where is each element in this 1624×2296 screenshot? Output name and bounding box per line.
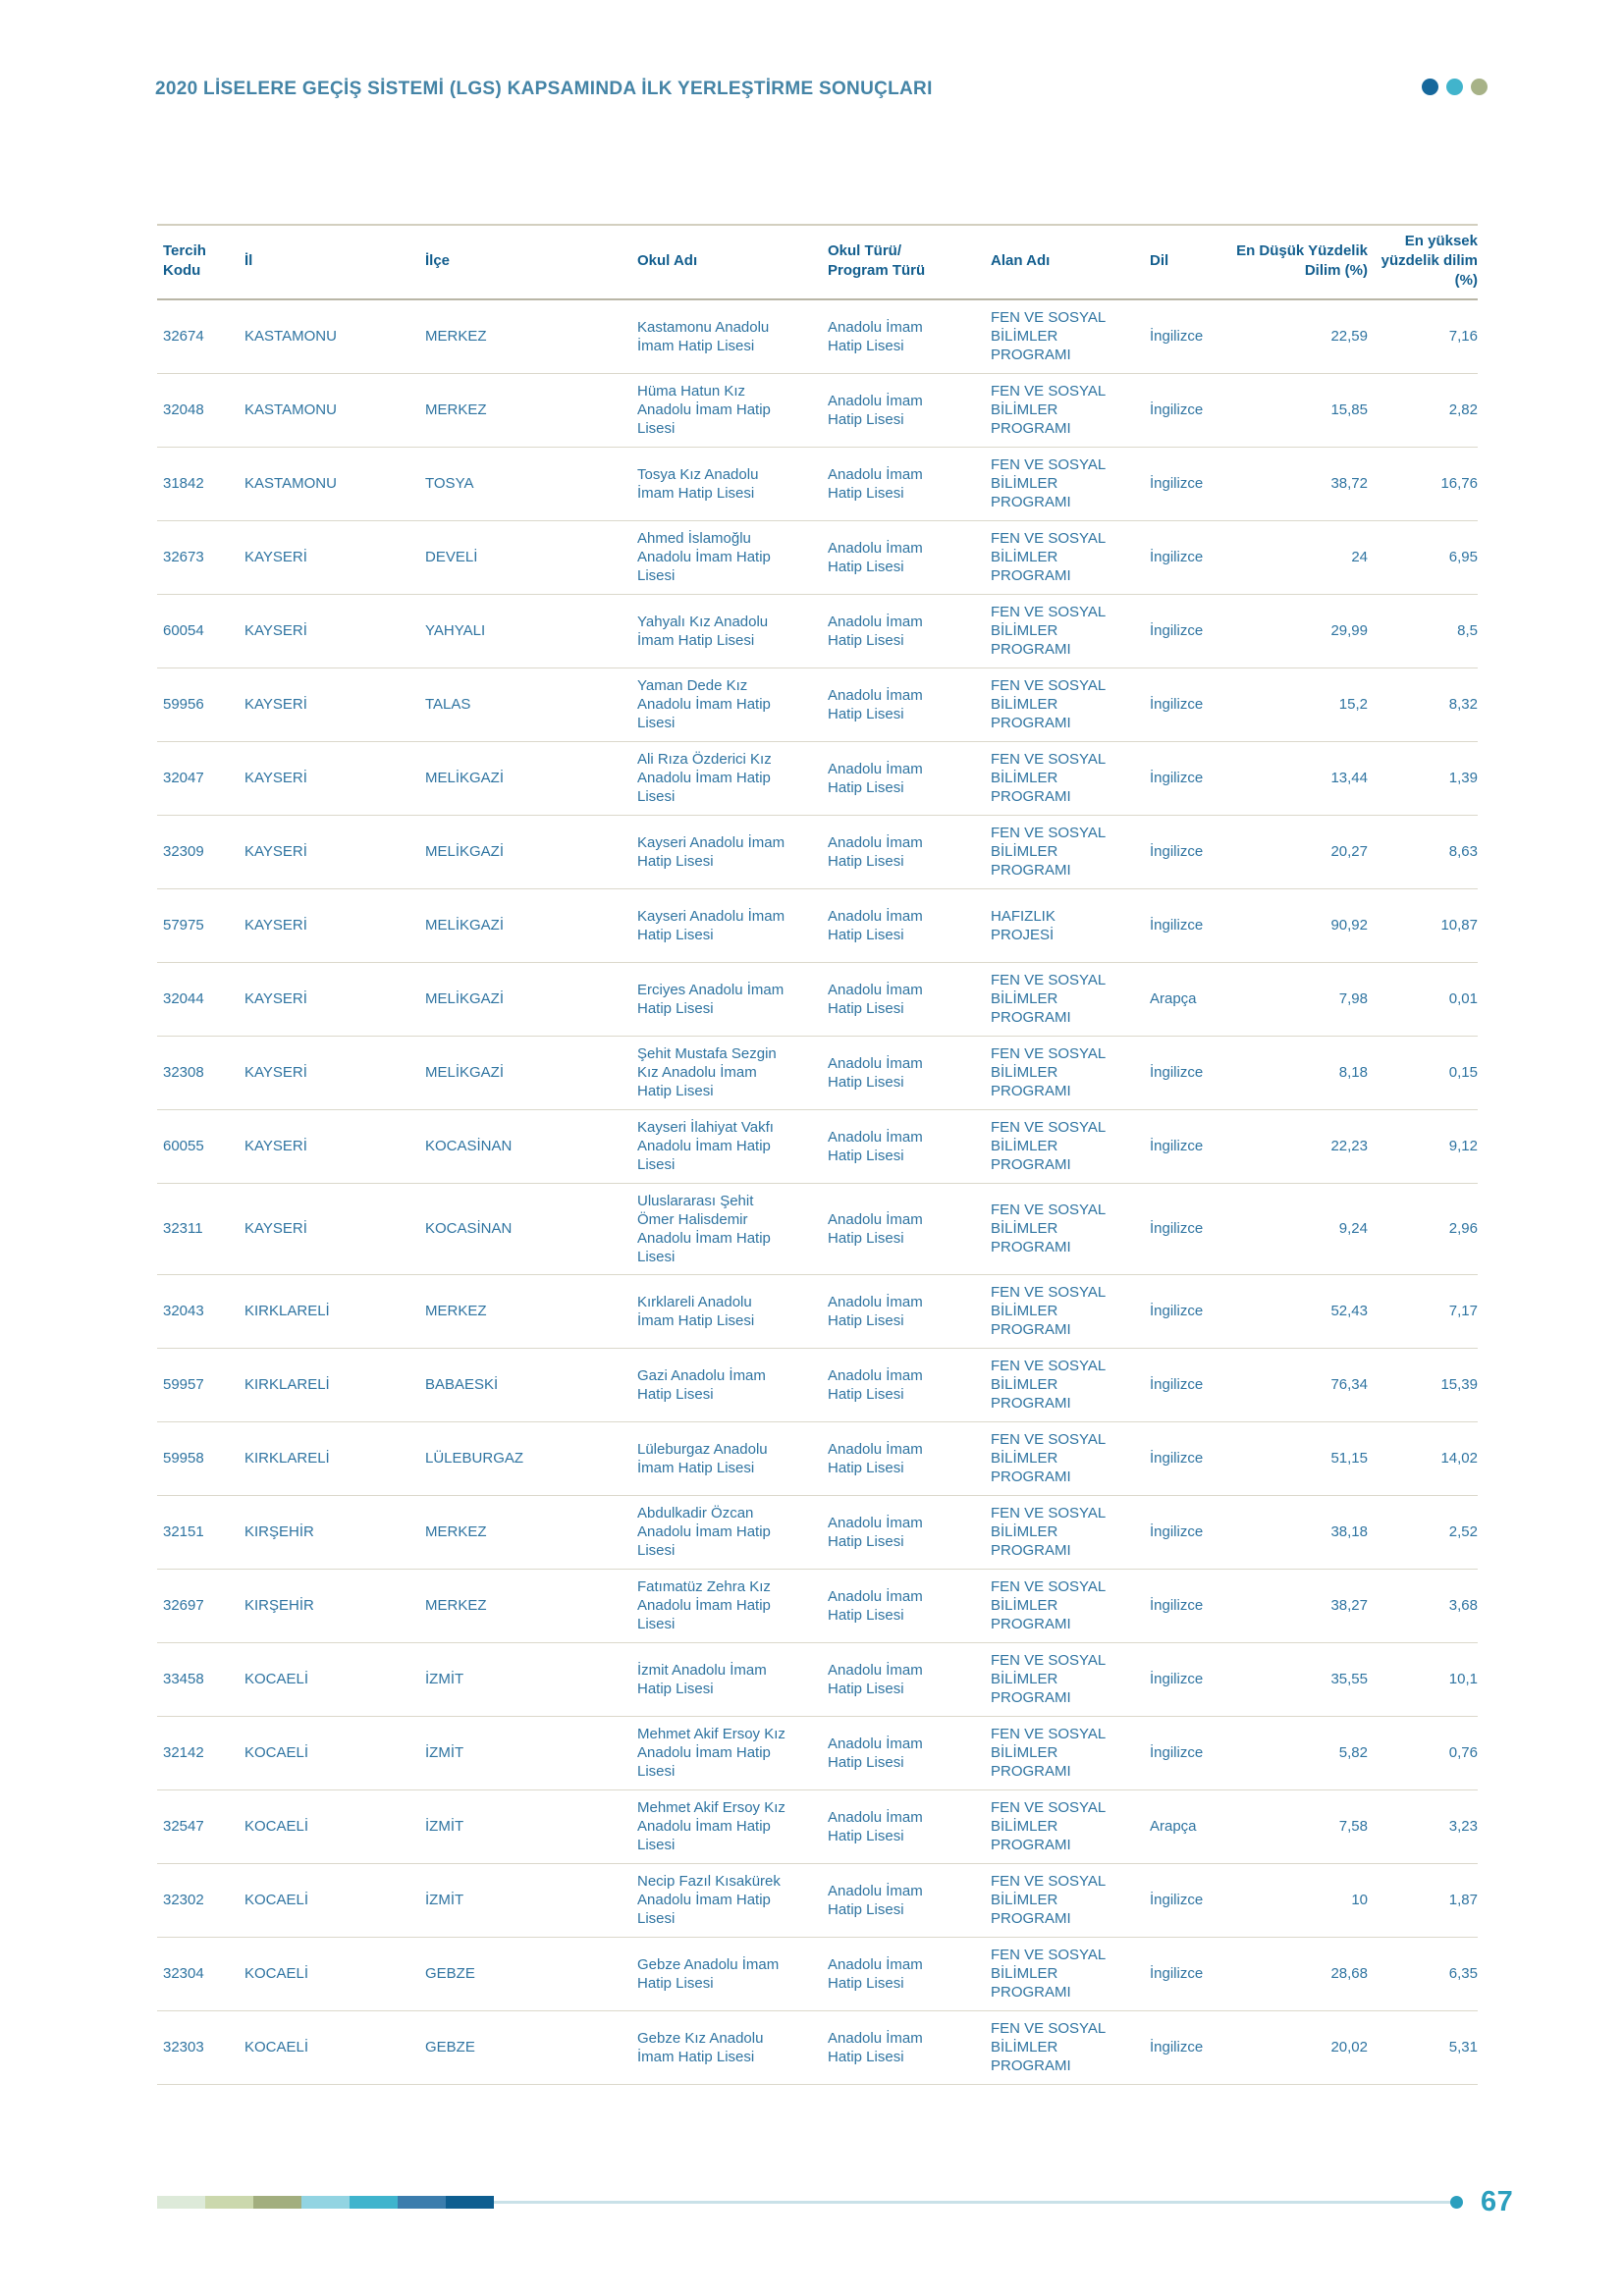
cell-il: KIRKLARELİ [239, 1421, 421, 1495]
cell-tercih-kodu: 32547 [157, 1789, 239, 1863]
cell-okul-turu: Anadolu İmam Hatip Lisesi [824, 520, 975, 594]
cell-en-yuksek: 14,02 [1370, 1421, 1478, 1495]
cell-en-dusuk: 76,34 [1234, 1348, 1370, 1421]
cell-il: KAYSERİ [239, 1183, 421, 1274]
cell-en-dusuk: 7,58 [1234, 1789, 1370, 1863]
table-row [157, 373, 1478, 447]
cell-tercih-kodu: 31842 [157, 447, 239, 520]
cell-ilce: MELİKGAZİ [421, 962, 633, 1036]
cell-tercih-kodu: 32151 [157, 1495, 239, 1569]
cell-okul-adi: Tosya Kız Anadolu İmam Hatip Lisesi [633, 447, 824, 520]
cell-il: KOCAELİ [239, 1789, 421, 1863]
corner-dots-icon [1422, 79, 1488, 95]
cell-dil: İngilizce [1124, 667, 1234, 741]
cell-okul-turu: Anadolu İmam Hatip Lisesi [824, 2010, 975, 2084]
page-number: 67 [1481, 2186, 1514, 2217]
cell-dil: İngilizce [1124, 1183, 1234, 1274]
cell-dil: İngilizce [1124, 1274, 1234, 1348]
cell-tercih-kodu: 32697 [157, 1569, 239, 1642]
cell-en-yuksek: 3,23 [1370, 1789, 1478, 1863]
cell-en-yuksek: 3,68 [1370, 1569, 1478, 1642]
cell-en-dusuk: 5,82 [1234, 1716, 1370, 1789]
cell-dil: Arapça [1124, 962, 1234, 1036]
cell-alan-adi: FEN VE SOSYAL BİLİMLER PROGRAMI [975, 520, 1124, 594]
cell-tercih-kodu: 33458 [157, 1642, 239, 1716]
footer-dot-icon [1450, 2196, 1463, 2209]
cell-dil: Arapça [1124, 1789, 1234, 1863]
cell-dil: İngilizce [1124, 1863, 1234, 1937]
cell-en-dusuk: 20,27 [1234, 815, 1370, 888]
cell-en-dusuk: 52,43 [1234, 1274, 1370, 1348]
cell-tercih-kodu: 32047 [157, 741, 239, 815]
cell-en-dusuk: 15,85 [1234, 373, 1370, 447]
cell-dil: İngilizce [1124, 594, 1234, 667]
cell-ilce: İZMİT [421, 1789, 633, 1863]
cell-okul-adi: Kayseri Anadolu İmam Hatip Lisesi [633, 888, 824, 962]
cell-tercih-kodu: 59956 [157, 667, 239, 741]
cell-en-yuksek: 7,16 [1370, 299, 1478, 373]
cell-ilce: İZMİT [421, 1863, 633, 1937]
cell-okul-adi: Yaman Dede Kız Anadolu İmam Hatip Lisesi [633, 667, 824, 741]
cell-en-dusuk: 38,27 [1234, 1569, 1370, 1642]
cell-alan-adi: FEN VE SOSYAL BİLİMLER PROGRAMI [975, 1274, 1124, 1348]
cell-okul-adi: İzmit Anadolu İmam Hatip Lisesi [633, 1642, 824, 1716]
cell-alan-adi: FEN VE SOSYAL BİLİMLER PROGRAMI [975, 1109, 1124, 1183]
cell-okul-turu: Anadolu İmam Hatip Lisesi [824, 1274, 975, 1348]
cell-ilce: MERKEZ [421, 1274, 633, 1348]
cell-okul-adi: Kayseri Anadolu İmam Hatip Lisesi [633, 815, 824, 888]
cell-il: KIRKLARELİ [239, 1274, 421, 1348]
cell-ilce: TOSYA [421, 447, 633, 520]
cell-okul-turu: Anadolu İmam Hatip Lisesi [824, 1789, 975, 1863]
cell-alan-adi: FEN VE SOSYAL BİLİMLER PROGRAMI [975, 373, 1124, 447]
cell-alan-adi: FEN VE SOSYAL BİLİMLER PROGRAMI [975, 1642, 1124, 1716]
table-row [157, 1937, 1478, 2010]
cell-il: KAYSERİ [239, 888, 421, 962]
cell-il: KASTAMONU [239, 373, 421, 447]
col-header-en-yuksek: En yüksek yüzdelik dilim (%) [1370, 226, 1478, 299]
table-row [157, 1036, 1478, 1109]
cell-en-dusuk: 38,72 [1234, 447, 1370, 520]
cell-okul-adi: Gebze Anadolu İmam Hatip Lisesi [633, 1937, 824, 2010]
footer-color-bar [157, 2196, 494, 2209]
cell-dil: İngilizce [1124, 1036, 1234, 1109]
cell-il: KOCAELİ [239, 1937, 421, 2010]
cell-il: KAYSERİ [239, 815, 421, 888]
cell-il: KIRKLARELİ [239, 1348, 421, 1421]
cell-en-yuksek: 6,95 [1370, 520, 1478, 594]
cell-dil: İngilizce [1124, 1109, 1234, 1183]
cell-tercih-kodu: 32142 [157, 1716, 239, 1789]
cell-en-yuksek: 0,15 [1370, 1036, 1478, 1109]
col-header-tercih-kodu: Tercih Kodu [157, 226, 239, 299]
footer-bar-segment [446, 2196, 494, 2209]
cell-alan-adi: FEN VE SOSYAL BİLİMLER PROGRAMI [975, 815, 1124, 888]
cell-dil: İngilizce [1124, 1348, 1234, 1421]
cell-alan-adi: FEN VE SOSYAL BİLİMLER PROGRAMI [975, 447, 1124, 520]
cell-ilce: MERKEZ [421, 1495, 633, 1569]
cell-okul-adi: Erciyes Anadolu İmam Hatip Lisesi [633, 962, 824, 1036]
cell-dil: İngilizce [1124, 1716, 1234, 1789]
dot-icon [1471, 79, 1488, 95]
cell-il: KIRŞEHİR [239, 1569, 421, 1642]
cell-okul-adi: Şehit Mustafa Sezgin Kız Anadolu İmam Hatip Lisesi [633, 1036, 824, 1109]
cell-en-yuksek: 10,1 [1370, 1642, 1478, 1716]
cell-tercih-kodu: 60054 [157, 594, 239, 667]
cell-en-yuksek: 5,31 [1370, 2010, 1478, 2084]
footer-bar-segment [253, 2196, 301, 2209]
cell-en-dusuk: 13,44 [1234, 741, 1370, 815]
cell-alan-adi: FEN VE SOSYAL BİLİMLER PROGRAMI [975, 299, 1124, 373]
cell-okul-turu: Anadolu İmam Hatip Lisesi [824, 1421, 975, 1495]
cell-okul-turu: Anadolu İmam Hatip Lisesi [824, 741, 975, 815]
cell-il: KAYSERİ [239, 667, 421, 741]
cell-il: KAYSERİ [239, 741, 421, 815]
cell-okul-adi: Mehmet Akif Ersoy Kız Anadolu İmam Hatip Lisesi [633, 1716, 824, 1789]
cell-ilce: GEBZE [421, 1937, 633, 2010]
cell-en-dusuk: 9,24 [1234, 1183, 1370, 1274]
cell-alan-adi: FEN VE SOSYAL BİLİMLER PROGRAMI [975, 1569, 1124, 1642]
table-row [157, 1183, 1478, 1274]
table-row [157, 1421, 1478, 1495]
col-header-okul-adi: Okul Adı [633, 226, 824, 299]
cell-okul-turu: Anadolu İmam Hatip Lisesi [824, 1495, 975, 1569]
table-row [157, 1109, 1478, 1183]
cell-okul-turu: Anadolu İmam Hatip Lisesi [824, 667, 975, 741]
cell-en-dusuk: 51,15 [1234, 1421, 1370, 1495]
cell-tercih-kodu: 59957 [157, 1348, 239, 1421]
cell-dil: İngilizce [1124, 2010, 1234, 2084]
col-header-dil: Dil [1124, 226, 1234, 299]
cell-en-yuksek: 6,35 [1370, 1937, 1478, 2010]
cell-en-yuksek: 2,96 [1370, 1183, 1478, 1274]
cell-okul-adi: Gazi Anadolu İmam Hatip Lisesi [633, 1348, 824, 1421]
cell-okul-adi: Uluslararası Şehit Ömer Halisdemir Anadolu İmam Hatip Lisesi [633, 1183, 824, 1274]
cell-dil: İngilizce [1124, 447, 1234, 520]
footer-bar-segment [301, 2196, 350, 2209]
cell-en-yuksek: 2,52 [1370, 1495, 1478, 1569]
cell-alan-adi: FEN VE SOSYAL BİLİMLER PROGRAMI [975, 1348, 1124, 1421]
table-row [157, 815, 1478, 888]
cell-ilce: MERKEZ [421, 299, 633, 373]
footer-bar-segment [398, 2196, 446, 2209]
cell-ilce: KOCASİNAN [421, 1183, 633, 1274]
cell-il: KOCAELİ [239, 1642, 421, 1716]
cell-alan-adi: FEN VE SOSYAL BİLİMLER PROGRAMI [975, 667, 1124, 741]
cell-il: KAYSERİ [239, 594, 421, 667]
cell-okul-adi: Kayseri İlahiyat Vakfı Anadolu İmam Hatip Lisesi [633, 1109, 824, 1183]
cell-okul-turu: Anadolu İmam Hatip Lisesi [824, 299, 975, 373]
cell-okul-turu: Anadolu İmam Hatip Lisesi [824, 373, 975, 447]
footer-rule [494, 2201, 1456, 2204]
cell-ilce: MELİKGAZİ [421, 741, 633, 815]
cell-tercih-kodu: 32308 [157, 1036, 239, 1109]
cell-okul-turu: Anadolu İmam Hatip Lisesi [824, 1863, 975, 1937]
cell-alan-adi: FEN VE SOSYAL BİLİMLER PROGRAMI [975, 741, 1124, 815]
cell-en-yuksek: 8,5 [1370, 594, 1478, 667]
cell-il: KOCAELİ [239, 1716, 421, 1789]
cell-okul-turu: Anadolu İmam Hatip Lisesi [824, 888, 975, 962]
cell-en-dusuk: 15,2 [1234, 667, 1370, 741]
cell-alan-adi: FEN VE SOSYAL BİLİMLER PROGRAMI [975, 594, 1124, 667]
cell-il: KOCAELİ [239, 1863, 421, 1937]
cell-dil: İngilizce [1124, 741, 1234, 815]
table-row [157, 299, 1478, 373]
cell-alan-adi: FEN VE SOSYAL BİLİMLER PROGRAMI [975, 1036, 1124, 1109]
cell-en-yuksek: 16,76 [1370, 447, 1478, 520]
cell-en-dusuk: 24 [1234, 520, 1370, 594]
cell-tercih-kodu: 32044 [157, 962, 239, 1036]
cell-en-yuksek: 15,39 [1370, 1348, 1478, 1421]
cell-okul-adi: Ali Rıza Özderici Kız Anadolu İmam Hatip Lisesi [633, 741, 824, 815]
cell-ilce: İZMİT [421, 1716, 633, 1789]
cell-alan-adi: FEN VE SOSYAL BİLİMLER PROGRAMI [975, 1789, 1124, 1863]
table-row [157, 1495, 1478, 1569]
cell-en-yuksek: 1,87 [1370, 1863, 1478, 1937]
cell-okul-adi: Yahyalı Kız Anadolu İmam Hatip Lisesi [633, 594, 824, 667]
cell-ilce: İZMİT [421, 1642, 633, 1716]
cell-il: KASTAMONU [239, 299, 421, 373]
cell-en-yuksek: 9,12 [1370, 1109, 1478, 1183]
cell-tercih-kodu: 32309 [157, 815, 239, 888]
cell-en-dusuk: 22,23 [1234, 1109, 1370, 1183]
cell-dil: İngilizce [1124, 1642, 1234, 1716]
cell-il: KAYSERİ [239, 962, 421, 1036]
col-header-ilce: İlçe [421, 226, 633, 299]
cell-en-yuksek: 2,82 [1370, 373, 1478, 447]
cell-tercih-kodu: 60055 [157, 1109, 239, 1183]
cell-alan-adi: HAFIZLIK PROJESİ [975, 888, 1124, 962]
cell-ilce: MELİKGAZİ [421, 888, 633, 962]
cell-en-dusuk: 90,92 [1234, 888, 1370, 962]
dot-icon [1422, 79, 1438, 95]
cell-okul-turu: Anadolu İmam Hatip Lisesi [824, 1036, 975, 1109]
cell-il: KAYSERİ [239, 520, 421, 594]
cell-dil: İngilizce [1124, 1495, 1234, 1569]
cell-il: KAYSERİ [239, 1036, 421, 1109]
table-row [157, 1789, 1478, 1863]
cell-ilce: BABAESKİ [421, 1348, 633, 1421]
cell-tercih-kodu: 32311 [157, 1183, 239, 1274]
footer-bar-segment [205, 2196, 253, 2209]
cell-okul-adi: Kırklareli Anadolu İmam Hatip Lisesi [633, 1274, 824, 1348]
cell-en-yuksek: 8,32 [1370, 667, 1478, 741]
results-table [157, 224, 1478, 2085]
table-row [157, 888, 1478, 962]
cell-en-dusuk: 29,99 [1234, 594, 1370, 667]
cell-ilce: MELİKGAZİ [421, 815, 633, 888]
cell-dil: İngilizce [1124, 888, 1234, 962]
table-header-row [157, 226, 1478, 299]
cell-en-dusuk: 20,02 [1234, 2010, 1370, 2084]
cell-ilce: GEBZE [421, 2010, 633, 2084]
cell-en-yuksek: 10,87 [1370, 888, 1478, 962]
cell-il: KOCAELİ [239, 2010, 421, 2084]
cell-okul-turu: Anadolu İmam Hatip Lisesi [824, 1642, 975, 1716]
cell-en-yuksek: 8,63 [1370, 815, 1478, 888]
cell-alan-adi: FEN VE SOSYAL BİLİMLER PROGRAMI [975, 2010, 1124, 2084]
cell-il: KAYSERİ [239, 1109, 421, 1183]
cell-en-yuksek: 0,76 [1370, 1716, 1478, 1789]
table-row [157, 520, 1478, 594]
cell-okul-turu: Anadolu İmam Hatip Lisesi [824, 962, 975, 1036]
cell-okul-adi: Abdulkadir Özcan Anadolu İmam Hatip Lisesi [633, 1495, 824, 1569]
cell-okul-adi: Fatımatüz Zehra Kız Anadolu İmam Hatip Lisesi [633, 1569, 824, 1642]
cell-dil: İngilizce [1124, 1421, 1234, 1495]
cell-alan-adi: FEN VE SOSYAL BİLİMLER PROGRAMI [975, 1495, 1124, 1569]
table-row [157, 1274, 1478, 1348]
col-header-alan-adi: Alan Adı [975, 226, 1124, 299]
cell-alan-adi: FEN VE SOSYAL BİLİMLER PROGRAMI [975, 962, 1124, 1036]
table-row [157, 1569, 1478, 1642]
cell-ilce: KOCASİNAN [421, 1109, 633, 1183]
cell-okul-turu: Anadolu İmam Hatip Lisesi [824, 1716, 975, 1789]
cell-okul-adi: Necip Fazıl Kısakürek Anadolu İmam Hatip Lisesi [633, 1863, 824, 1937]
cell-en-dusuk: 35,55 [1234, 1642, 1370, 1716]
cell-ilce: DEVELİ [421, 520, 633, 594]
cell-ilce: YAHYALI [421, 594, 633, 667]
footer-bar-segment [350, 2196, 398, 2209]
cell-okul-turu: Anadolu İmam Hatip Lisesi [824, 815, 975, 888]
cell-dil: İngilizce [1124, 1569, 1234, 1642]
table-row [157, 1863, 1478, 1937]
cell-il: KASTAMONU [239, 447, 421, 520]
cell-en-dusuk: 8,18 [1234, 1036, 1370, 1109]
cell-dil: İngilizce [1124, 815, 1234, 888]
cell-en-dusuk: 22,59 [1234, 299, 1370, 373]
cell-en-dusuk: 7,98 [1234, 962, 1370, 1036]
cell-tercih-kodu: 32302 [157, 1863, 239, 1937]
cell-okul-turu: Anadolu İmam Hatip Lisesi [824, 1109, 975, 1183]
cell-okul-adi: Gebze Kız Anadolu İmam Hatip Lisesi [633, 2010, 824, 2084]
col-header-okul-turu: Okul Türü/ Program Türü [824, 226, 975, 299]
cell-okul-adi: Ahmed İslamoğlu Anadolu İmam Hatip Lisesi [633, 520, 824, 594]
cell-tercih-kodu: 59958 [157, 1421, 239, 1495]
cell-tercih-kodu: 57975 [157, 888, 239, 962]
cell-alan-adi: FEN VE SOSYAL BİLİMLER PROGRAMI [975, 1937, 1124, 2010]
cell-okul-turu: Anadolu İmam Hatip Lisesi [824, 1569, 975, 1642]
cell-tercih-kodu: 32303 [157, 2010, 239, 2084]
cell-dil: İngilizce [1124, 373, 1234, 447]
footer-bar-segment [157, 2196, 205, 2209]
table-row [157, 594, 1478, 667]
page-title: 2020 LİSELERE GEÇİŞ SİSTEMİ (LGS) KAPSAMINDA İLK YERLEŞTİRME SONUÇLARI [155, 79, 933, 99]
cell-en-yuksek: 0,01 [1370, 962, 1478, 1036]
cell-dil: İngilizce [1124, 1937, 1234, 2010]
cell-okul-adi: Hüma Hatun Kız Anadolu İmam Hatip Lisesi [633, 373, 824, 447]
cell-alan-adi: FEN VE SOSYAL BİLİMLER PROGRAMI [975, 1863, 1124, 1937]
cell-alan-adi: FEN VE SOSYAL BİLİMLER PROGRAMI [975, 1421, 1124, 1495]
cell-okul-adi: Lüleburgaz Anadolu İmam Hatip Lisesi [633, 1421, 824, 1495]
col-header-en-dusuk: En Düşük Yüzdelik Dilim (%) [1234, 226, 1370, 299]
cell-ilce: TALAS [421, 667, 633, 741]
cell-en-dusuk: 10 [1234, 1863, 1370, 1937]
cell-okul-adi: Kastamonu Anadolu İmam Hatip Lisesi [633, 299, 824, 373]
cell-dil: İngilizce [1124, 299, 1234, 373]
table-row [157, 447, 1478, 520]
table-row [157, 1642, 1478, 1716]
cell-okul-turu: Anadolu İmam Hatip Lisesi [824, 1937, 975, 2010]
cell-tercih-kodu: 32674 [157, 299, 239, 373]
cell-ilce: MELİKGAZİ [421, 1036, 633, 1109]
cell-en-dusuk: 28,68 [1234, 1937, 1370, 2010]
cell-okul-turu: Anadolu İmam Hatip Lisesi [824, 1183, 975, 1274]
cell-tercih-kodu: 32048 [157, 373, 239, 447]
dot-icon [1446, 79, 1463, 95]
cell-okul-turu: Anadolu İmam Hatip Lisesi [824, 1348, 975, 1421]
cell-okul-turu: Anadolu İmam Hatip Lisesi [824, 447, 975, 520]
table-row [157, 667, 1478, 741]
cell-tercih-kodu: 32304 [157, 1937, 239, 2010]
cell-en-yuksek: 1,39 [1370, 741, 1478, 815]
cell-ilce: MERKEZ [421, 1569, 633, 1642]
cell-alan-adi: FEN VE SOSYAL BİLİMLER PROGRAMI [975, 1183, 1124, 1274]
cell-tercih-kodu: 32043 [157, 1274, 239, 1348]
cell-okul-adi: Mehmet Akif Ersoy Kız Anadolu İmam Hatip Lisesi [633, 1789, 824, 1863]
table-row [157, 962, 1478, 1036]
col-header-il: İl [239, 226, 421, 299]
cell-tercih-kodu: 32673 [157, 520, 239, 594]
cell-ilce: MERKEZ [421, 373, 633, 447]
table-row [157, 1348, 1478, 1421]
cell-en-dusuk: 38,18 [1234, 1495, 1370, 1569]
table-row [157, 2010, 1478, 2084]
cell-en-yuksek: 7,17 [1370, 1274, 1478, 1348]
table-row [157, 741, 1478, 815]
table-row [157, 1716, 1478, 1789]
cell-ilce: LÜLEBURGAZ [421, 1421, 633, 1495]
cell-okul-turu: Anadolu İmam Hatip Lisesi [824, 594, 975, 667]
cell-alan-adi: FEN VE SOSYAL BİLİMLER PROGRAMI [975, 1716, 1124, 1789]
cell-il: KIRŞEHİR [239, 1495, 421, 1569]
cell-dil: İngilizce [1124, 520, 1234, 594]
